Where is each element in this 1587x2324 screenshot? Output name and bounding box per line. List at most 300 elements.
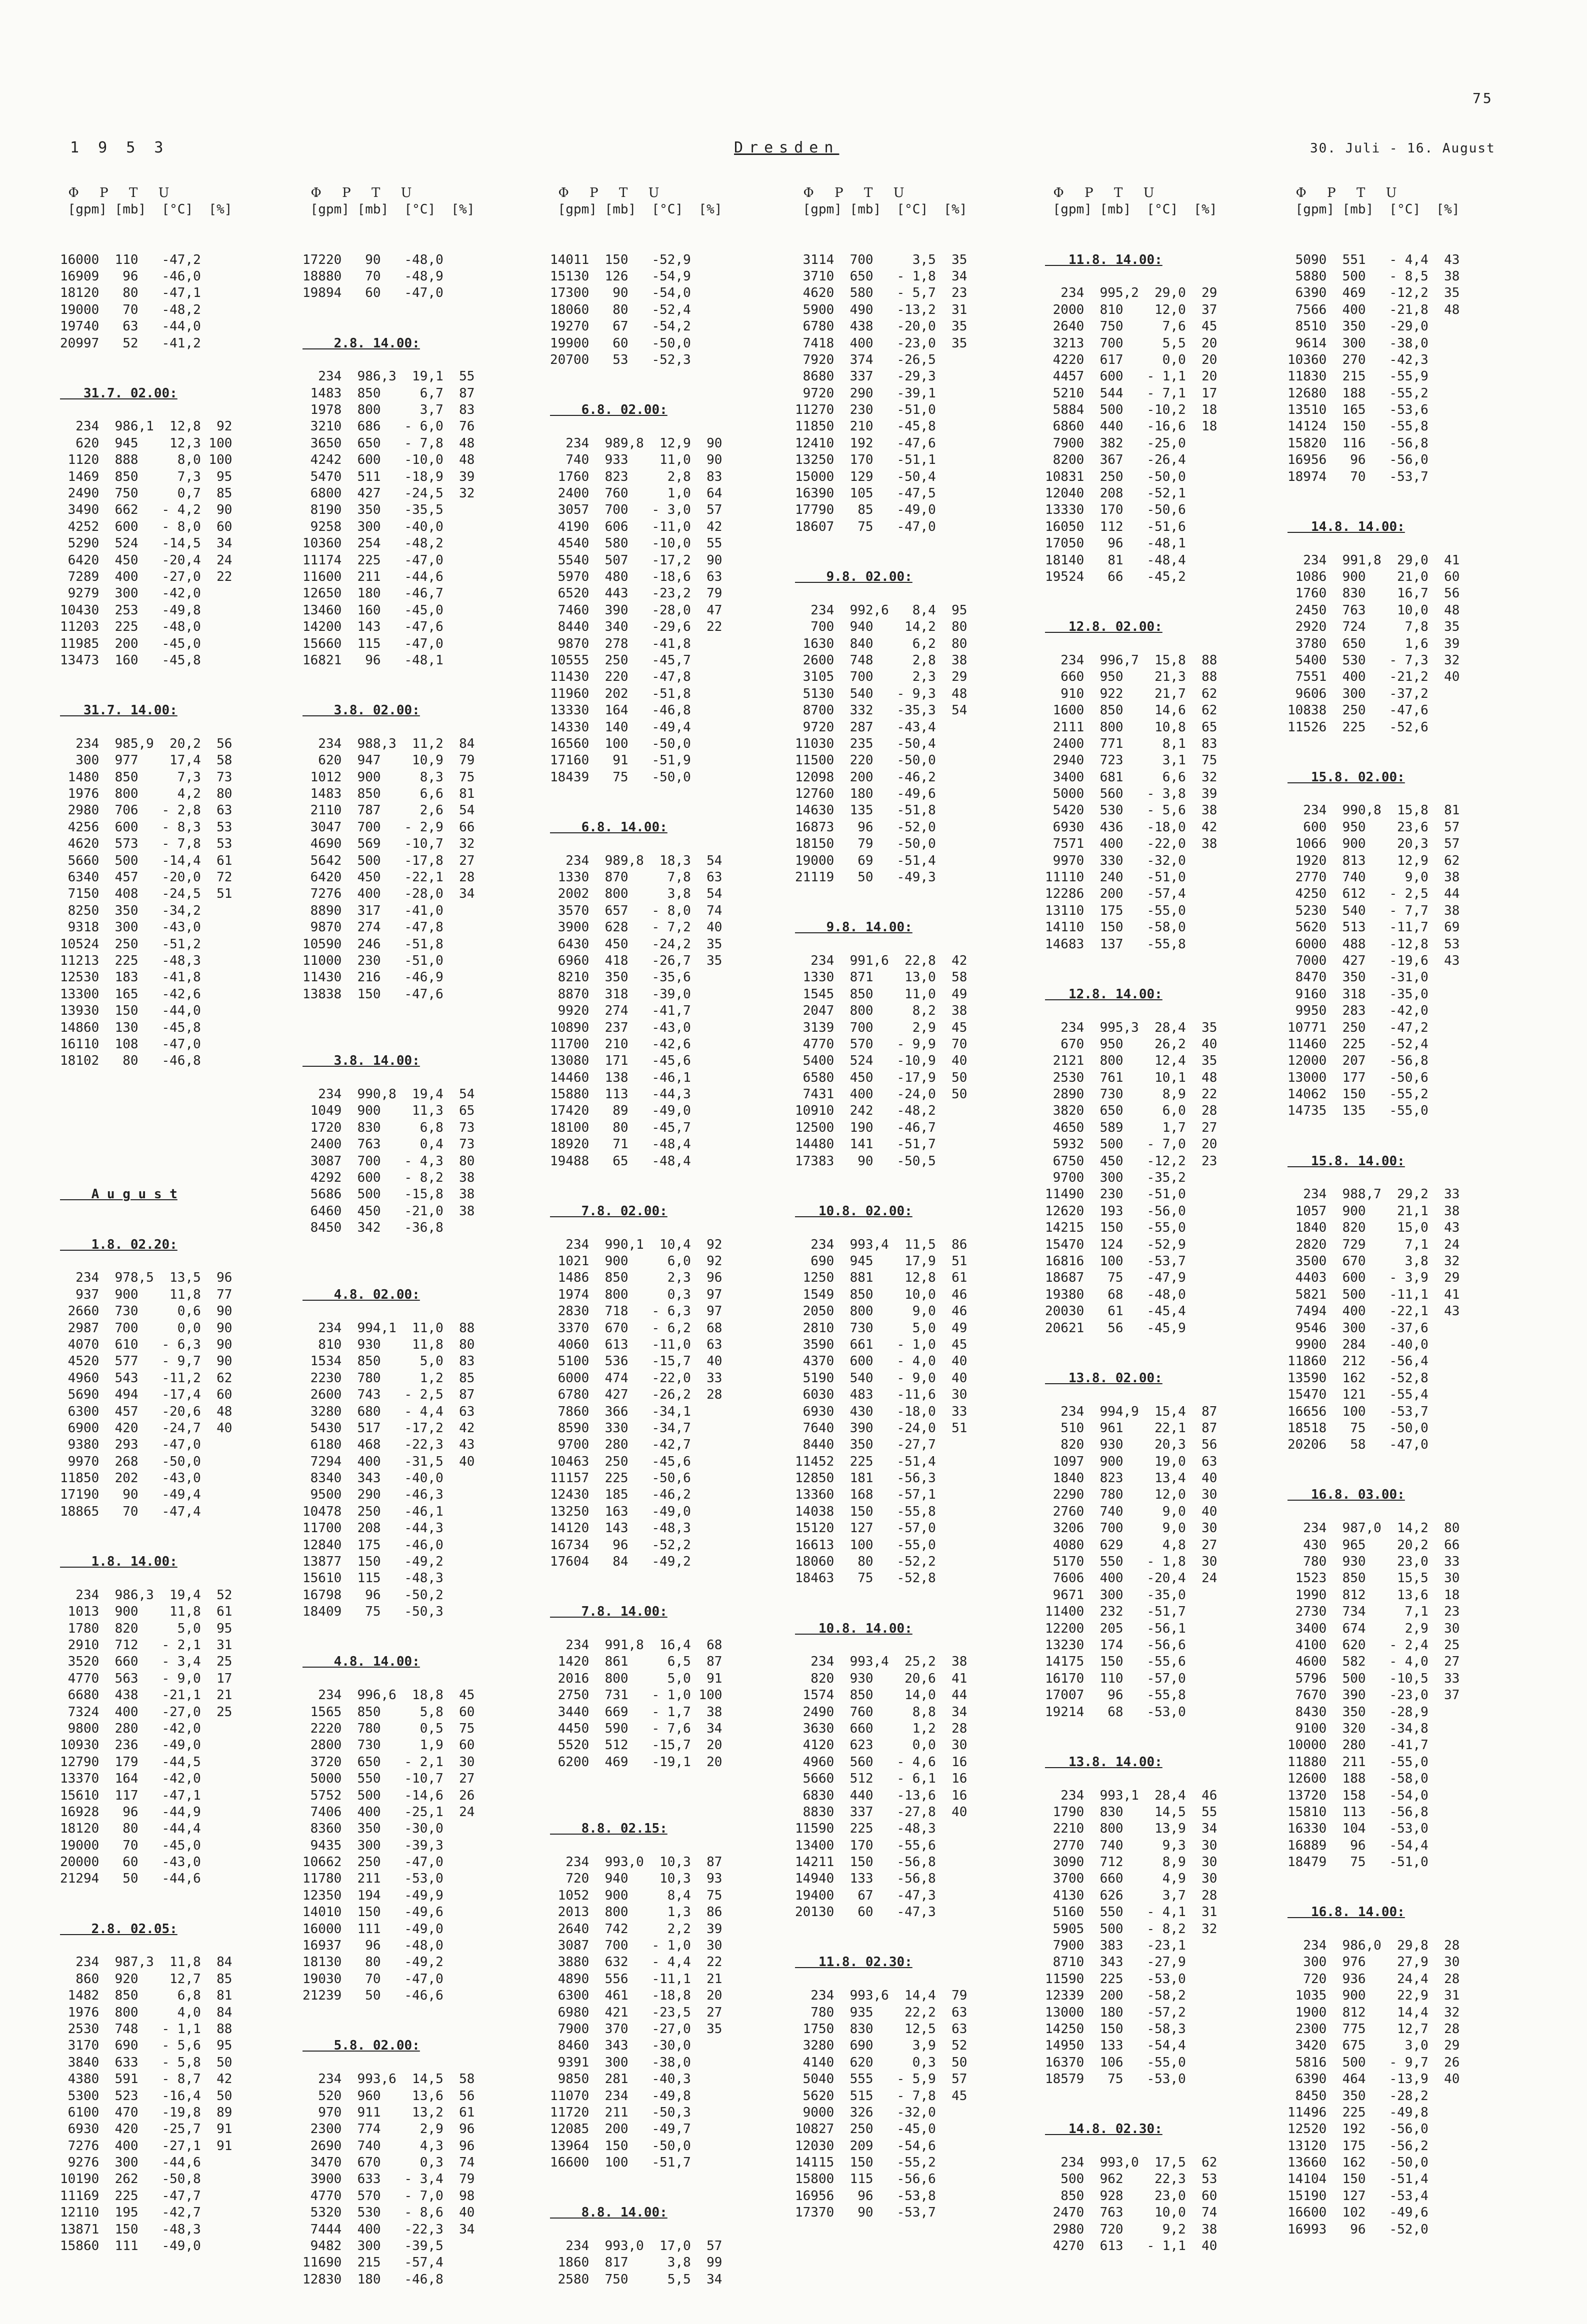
data-row: 2013 800 1,3 86 bbox=[550, 1905, 722, 1920]
data-row: 8360 350 -30,0 bbox=[302, 1821, 444, 1837]
data-row: 8340 343 -40,0 bbox=[302, 1471, 444, 1486]
data-row: 11400 232 -51,7 bbox=[1045, 1604, 1186, 1620]
data-row: 9614 300 -38,0 bbox=[1288, 335, 1428, 351]
data-row: 14480 141 -51,7 bbox=[795, 1137, 936, 1152]
data-row: 937 900 11,8 77 bbox=[60, 1287, 232, 1302]
observation-heading: 15.8. 14.00: bbox=[1288, 1153, 1405, 1169]
data-row: 8200 367 -26,4 bbox=[1045, 452, 1186, 468]
data-row: 1574 850 14,0 44 bbox=[795, 1688, 968, 1703]
blank-line bbox=[1045, 1337, 1272, 1353]
blank-line bbox=[550, 2188, 778, 2205]
blank-line bbox=[795, 1170, 1022, 1186]
data-row: 4256 600 - 8,3 53 bbox=[60, 819, 232, 835]
data-row: 4080 629 4,8 27 bbox=[1045, 1537, 1218, 1553]
data-row: 2980 706 - 2,8 63 bbox=[60, 803, 232, 818]
blank-line bbox=[302, 686, 530, 702]
observation-heading: 2.8. 14.00: bbox=[302, 335, 420, 351]
data-row: 15880 113 -44,3 bbox=[550, 1087, 691, 1102]
data-row: 20000 60 -43,0 bbox=[60, 1855, 201, 1870]
data-row: 9671 300 -35,0 bbox=[1045, 1587, 1186, 1603]
data-row: 5040 555 - 5,9 57 bbox=[795, 2072, 968, 2087]
data-row: 14950 133 -54,4 bbox=[1045, 2038, 1186, 2054]
data-row: 4960 560 - 4,6 16 bbox=[795, 1754, 968, 1770]
data-row: 3139 700 2,9 45 bbox=[795, 1020, 968, 1035]
blank-line bbox=[302, 719, 530, 736]
data-row: 12600 188 -58,0 bbox=[1288, 1771, 1428, 1787]
blank-line bbox=[550, 1587, 778, 1604]
data-row: 11850 202 -43,0 bbox=[60, 1471, 201, 1486]
data-row: 14124 150 -55,8 bbox=[1288, 419, 1428, 434]
data-row: 4770 570 - 7,0 98 bbox=[302, 2188, 475, 2204]
blank-line bbox=[1288, 1136, 1515, 1153]
data-row: 5170 550 - 1,8 30 bbox=[1045, 1554, 1218, 1570]
data-row: 1483 850 6,7 87 bbox=[302, 385, 475, 401]
data-row: 17370 90 -53,7 bbox=[795, 2205, 936, 2221]
data-row: 9000 326 -32,0 bbox=[795, 2105, 936, 2120]
data-row: 5752 500 -14,6 26 bbox=[302, 1788, 475, 1803]
data-row: 10771 250 -47,2 bbox=[1288, 1020, 1428, 1035]
blank-line bbox=[60, 1520, 288, 1537]
data-row: 780 930 23,0 33 bbox=[1288, 1554, 1460, 1570]
data-row: 4960 543 -11,2 62 bbox=[60, 1370, 232, 1386]
data-row: 1565 850 5,8 60 bbox=[302, 1704, 475, 1720]
data-row: 10831 250 -50,0 bbox=[1045, 469, 1186, 484]
data-row: 18880 70 -48,9 bbox=[302, 268, 444, 284]
data-row: 5290 524 -14,5 34 bbox=[60, 536, 232, 551]
data-row: 18920 71 -48,4 bbox=[550, 1137, 691, 1152]
blank-line bbox=[302, 2021, 530, 2038]
data-row: 6860 440 -16,6 18 bbox=[1045, 419, 1218, 434]
data-row: 9100 320 -34,8 bbox=[1288, 1721, 1428, 1736]
data-row: 12680 188 -55,2 bbox=[1288, 385, 1428, 401]
data-row: 234 986,3 19,4 52 bbox=[60, 1587, 232, 1603]
data-row: 720 940 10,3 93 bbox=[550, 1871, 722, 1887]
data-row: 8890 317 -41,0 bbox=[302, 903, 444, 918]
data-row: 11780 211 -53,0 bbox=[302, 1871, 444, 1887]
data-row: 5970 480 -18,6 63 bbox=[550, 569, 722, 584]
data-row: 2230 780 1,2 85 bbox=[302, 1370, 475, 1386]
data-row: 13720 158 -54,0 bbox=[1288, 1788, 1428, 1803]
data-row: 13460 160 -45,0 bbox=[302, 602, 444, 618]
data-row: 14175 150 -55,6 bbox=[1045, 1654, 1186, 1670]
data-row: 3090 712 8,9 30 bbox=[1045, 1855, 1218, 1870]
data-row: 1250 881 12,8 61 bbox=[795, 1270, 968, 1286]
data-row: 5660 500 -14,4 61 bbox=[60, 853, 232, 868]
data-row: 7571 400 -22,0 38 bbox=[1045, 836, 1218, 852]
data-row: 1978 800 3,7 83 bbox=[302, 402, 475, 418]
data-row: 20030 61 -45,4 bbox=[1045, 1304, 1186, 1319]
data-row: 5130 540 - 9,3 48 bbox=[795, 686, 968, 701]
data-row: 4292 600 - 8,2 38 bbox=[302, 1170, 475, 1186]
data-row: 1482 850 6,8 81 bbox=[60, 1988, 232, 2004]
data-row: 234 985,9 20,2 56 bbox=[60, 736, 232, 751]
data-row: 5620 515 - 7,8 45 bbox=[795, 2088, 968, 2104]
data-row: 12098 200 -46,2 bbox=[795, 769, 936, 785]
data-row: 16170 110 -57,0 bbox=[1045, 1671, 1186, 1686]
data-row: 3114 700 3,5 35 bbox=[795, 252, 968, 267]
data-row: 4130 626 3,7 28 bbox=[1045, 1888, 1218, 1903]
data-row: 6830 440 -13,6 16 bbox=[795, 1788, 968, 1803]
data-row: 3210 686 - 6,0 76 bbox=[302, 419, 475, 434]
blank-line bbox=[550, 1838, 778, 1854]
data-row: 1486 850 2,3 96 bbox=[550, 1270, 722, 1286]
data-row: 8250 350 -34,2 bbox=[60, 903, 201, 918]
data-row: 12110 195 -42,7 bbox=[60, 2205, 201, 2221]
blank-line bbox=[302, 235, 530, 251]
data-row: 6460 450 -21,0 38 bbox=[302, 1203, 475, 1219]
data-row: 1086 900 21,0 60 bbox=[1288, 569, 1460, 584]
data-row: 14211 150 -56,8 bbox=[795, 1855, 936, 1870]
data-row: 19524 66 -45,2 bbox=[1045, 569, 1186, 584]
blank-line bbox=[550, 1570, 778, 1587]
data-row: 2890 730 8,9 22 bbox=[1045, 1087, 1218, 1102]
blank-line bbox=[60, 1253, 288, 1270]
data-row: 2530 761 10,1 48 bbox=[1045, 1070, 1218, 1085]
blank-line bbox=[302, 1253, 530, 1270]
column-units: [gpm] [mb] [°C] [%] bbox=[550, 202, 722, 217]
observation-heading: 6.8. 14.00: bbox=[550, 819, 668, 835]
blank-line bbox=[302, 669, 530, 685]
blank-line bbox=[302, 318, 530, 335]
observation-heading: 14.8. 02.30: bbox=[1045, 2122, 1162, 2137]
column-units: [gpm] [mb] [°C] [%] bbox=[60, 202, 232, 217]
column-units: [gpm] [mb] [°C] [%] bbox=[1045, 202, 1218, 217]
data-row: 13871 150 -48,3 bbox=[60, 2222, 201, 2237]
data-row: 2730 734 7,1 23 bbox=[1288, 1604, 1460, 1620]
date-range-label: 30. Juli - 16. August bbox=[1310, 141, 1496, 156]
data-row: 5420 530 - 5,6 38 bbox=[1045, 803, 1218, 818]
data-row: 4242 600 -10,0 48 bbox=[302, 452, 475, 468]
data-row: 234 993,4 25,2 38 bbox=[795, 1654, 968, 1670]
data-row: 14011 150 -52,9 bbox=[550, 252, 691, 267]
data-row: 2400 760 1,0 64 bbox=[550, 486, 722, 501]
data-row: 11070 234 -49,8 bbox=[550, 2088, 691, 2104]
blank-line bbox=[60, 1203, 288, 1220]
blank-line bbox=[1288, 485, 1515, 502]
blank-line bbox=[1288, 1921, 1515, 1938]
data-row: 7406 400 -25,1 24 bbox=[302, 1804, 475, 1820]
data-row: 18687 75 -47,9 bbox=[1045, 1270, 1186, 1286]
data-row: 6390 469 -12,2 35 bbox=[1288, 285, 1460, 301]
data-row: 8190 350 -35,5 bbox=[302, 502, 444, 518]
data-row: 7551 400 -21,2 40 bbox=[1288, 669, 1460, 685]
blank-line bbox=[1045, 1387, 1272, 1403]
data-row: 10190 262 -50,8 bbox=[60, 2172, 201, 2187]
blank-line bbox=[550, 1170, 778, 1186]
data-row: 5932 500 - 7,0 20 bbox=[1045, 1137, 1218, 1152]
data-row: 6780 427 -26,2 28 bbox=[550, 1387, 722, 1403]
blank-line bbox=[795, 1971, 1022, 1988]
year-label: 1 9 5 3 bbox=[70, 139, 168, 156]
data-row: 2690 740 4,3 96 bbox=[302, 2138, 475, 2154]
data-row: 234 986,0 29,8 28 bbox=[1288, 1938, 1460, 1954]
data-row: 14038 150 -55,8 bbox=[795, 1504, 936, 1519]
data-row: 19214 68 -53,0 bbox=[1045, 1704, 1186, 1720]
data-row: 2640 750 7,6 45 bbox=[1045, 319, 1218, 334]
data-row: 850 928 23,0 60 bbox=[1045, 2188, 1218, 2204]
data-row: 16816 100 -53,7 bbox=[1045, 1254, 1186, 1269]
data-row: 6900 420 -24,7 40 bbox=[60, 1420, 232, 1436]
blank-line bbox=[1045, 2105, 1272, 2121]
data-row: 10838 250 -47,6 bbox=[1288, 703, 1428, 718]
data-row: 1469 850 7,3 95 bbox=[60, 469, 232, 484]
observation-heading: 3.8. 14.00: bbox=[302, 1053, 420, 1069]
data-row: 12030 209 -54,6 bbox=[795, 2138, 936, 2154]
data-row: 234 995,2 29,0 29 bbox=[1045, 285, 1218, 301]
data-row: 9950 283 -42,0 bbox=[1288, 1003, 1428, 1019]
data-row: 4100 620 - 2,4 25 bbox=[1288, 1637, 1460, 1653]
data-row: 12650 180 -46,7 bbox=[302, 586, 444, 601]
blank-line bbox=[60, 235, 288, 251]
data-row: 10930 236 -49,0 bbox=[60, 1738, 201, 1753]
blank-line bbox=[1045, 268, 1272, 285]
data-row: 4380 591 - 8,7 42 bbox=[60, 2072, 232, 2087]
data-row: 13473 160 -45,8 bbox=[60, 652, 201, 668]
blank-line bbox=[1288, 752, 1515, 769]
data-row: 18120 80 -47,1 bbox=[60, 285, 201, 301]
data-row: 3420 675 3,0 29 bbox=[1288, 2038, 1460, 2054]
data-row: 3400 681 6,6 32 bbox=[1045, 769, 1218, 785]
data-row: 2600 743 - 2,5 87 bbox=[302, 1387, 475, 1403]
data-row: 4270 613 - 1,1 40 bbox=[1045, 2239, 1218, 2254]
data-row: 4540 580 -10,0 55 bbox=[550, 536, 722, 551]
data-row: 15120 127 -57,0 bbox=[795, 1521, 936, 1536]
data-row: 5905 500 - 8,2 32 bbox=[1045, 1921, 1218, 1937]
data-row: 20206 58 -47,0 bbox=[1288, 1437, 1428, 1453]
data-row: 1920 813 12,9 62 bbox=[1288, 853, 1460, 868]
data-row: 8870 318 -39,0 bbox=[550, 986, 691, 1002]
data-row: 18100 80 -45,7 bbox=[550, 1120, 691, 1135]
data-row: 1976 800 4,0 84 bbox=[60, 2005, 232, 2020]
data-row: 234 987,0 14,2 80 bbox=[1288, 1521, 1460, 1536]
data-row: 8680 337 -29,3 bbox=[795, 369, 936, 384]
blank-line bbox=[302, 2055, 530, 2071]
blank-line bbox=[302, 2005, 530, 2021]
data-row: 11110 240 -51,0 bbox=[1045, 870, 1186, 885]
data-row: 1420 861 6,5 87 bbox=[550, 1654, 722, 1670]
data-row: 2220 780 0,5 75 bbox=[302, 1721, 475, 1736]
data-row: 4070 610 - 6,3 90 bbox=[60, 1337, 232, 1352]
data-row: 10827 250 -45,0 bbox=[795, 2122, 936, 2137]
data-row: 19000 70 -48,2 bbox=[60, 302, 201, 317]
data-row: 11452 225 -51,4 bbox=[795, 1454, 936, 1469]
data-row: 3087 700 - 1,0 30 bbox=[550, 1938, 722, 1954]
data-row: 6000 488 -12,8 53 bbox=[1288, 936, 1460, 952]
data-row: 234 993,0 17,0 57 bbox=[550, 2239, 722, 2254]
data-row: 6930 420 -25,7 91 bbox=[60, 2122, 232, 2137]
blank-line bbox=[60, 1153, 288, 1170]
data-row: 9700 300 -35,2 bbox=[1045, 1170, 1186, 1186]
data-row: 4620 573 - 7,8 53 bbox=[60, 836, 232, 852]
data-row: 1760 830 16,7 56 bbox=[1288, 586, 1460, 601]
data-row: 9279 300 -42,0 bbox=[60, 586, 201, 601]
data-row: 17604 84 -49,2 bbox=[550, 1554, 691, 1570]
data-row: 5400 530 - 7,3 32 bbox=[1288, 652, 1460, 668]
blank-line bbox=[550, 2222, 778, 2238]
data-row: 14062 150 -55,2 bbox=[1288, 1087, 1428, 1102]
data-row: 1523 850 15,5 30 bbox=[1288, 1571, 1460, 1586]
blank-line bbox=[795, 1938, 1022, 1954]
blank-line bbox=[60, 686, 288, 702]
data-row: 14683 137 -55,8 bbox=[1045, 936, 1186, 952]
data-row: 8470 350 -31,0 bbox=[1288, 970, 1428, 985]
blank-line bbox=[795, 936, 1022, 953]
data-row: 1534 850 5,0 83 bbox=[302, 1354, 475, 1369]
data-row: 16000 110 -47,2 bbox=[60, 252, 201, 267]
observation-heading: 7.8. 02.00: bbox=[550, 1203, 668, 1219]
data-row: 6980 421 -23,5 27 bbox=[550, 2005, 722, 2020]
blank-line bbox=[1045, 235, 1272, 251]
data-row: 1013 900 11,8 61 bbox=[60, 1604, 232, 1620]
data-row: 8710 343 -27,9 bbox=[1045, 1955, 1186, 1970]
data-row: 17383 90 -50,5 bbox=[795, 1153, 936, 1169]
data-row: 12500 190 -46,7 bbox=[795, 1120, 936, 1135]
data-row: 9160 318 -35,0 bbox=[1288, 986, 1428, 1002]
blank-line bbox=[302, 352, 530, 368]
blank-line bbox=[302, 1237, 530, 1253]
data-row: 11600 211 -44,6 bbox=[302, 569, 444, 584]
data-row: 4370 600 - 4,0 40 bbox=[795, 1354, 968, 1369]
observation-heading: 13.8. 14.00: bbox=[1045, 1754, 1162, 1770]
data-row: 2470 763 10,0 74 bbox=[1045, 2205, 1218, 2221]
data-row: 3105 700 2,3 29 bbox=[795, 669, 968, 685]
data-row: 1483 850 6,6 81 bbox=[302, 786, 475, 802]
blank-line bbox=[1045, 1003, 1272, 1019]
data-row: 4250 612 - 2,5 44 bbox=[1288, 886, 1460, 902]
data-row: 234 993,6 14,4 79 bbox=[795, 1988, 968, 2004]
data-row: 234 992,6 8,4 95 bbox=[795, 602, 968, 618]
data-row: 3213 700 5,5 20 bbox=[1045, 335, 1218, 351]
data-row: 8450 350 -28,2 bbox=[1288, 2088, 1428, 2104]
data-row: 5190 540 - 9,0 40 bbox=[795, 1370, 968, 1386]
blank-line bbox=[795, 886, 1022, 902]
column-symbols: Φ P T U bbox=[1288, 185, 1397, 200]
data-row: 2121 800 12,4 35 bbox=[1045, 1053, 1218, 1069]
data-row: 6390 464 -13,9 40 bbox=[1288, 2072, 1460, 2087]
data-row: 15130 126 -54,9 bbox=[550, 268, 691, 284]
data-row: 1840 823 13,4 40 bbox=[1045, 1471, 1218, 1486]
data-row: 2940 723 3,1 75 bbox=[1045, 753, 1218, 768]
blank-line bbox=[550, 1771, 778, 1787]
data-row: 2050 800 9,0 46 bbox=[795, 1304, 968, 1319]
data-row: 5210 544 - 7,1 17 bbox=[1045, 385, 1218, 401]
data-row: 2290 780 12,0 30 bbox=[1045, 1487, 1218, 1503]
data-row: 13230 174 -56,6 bbox=[1045, 1637, 1186, 1653]
data-row: 12000 207 -56,8 bbox=[1288, 1053, 1428, 1069]
data-row: 2920 724 7,8 35 bbox=[1288, 619, 1460, 635]
observation-heading: 9.8. 02.00: bbox=[795, 569, 912, 584]
blank-line bbox=[60, 719, 288, 736]
data-row: 1790 830 14,5 55 bbox=[1045, 1804, 1218, 1820]
data-row: 16956 96 -56,0 bbox=[1288, 452, 1428, 468]
blank-line bbox=[1045, 953, 1272, 969]
data-row: 3087 700 - 4,3 80 bbox=[302, 1153, 475, 1169]
blank-line bbox=[1288, 1504, 1515, 1520]
observation-heading: 8.8. 14.00: bbox=[550, 2205, 668, 2221]
data-row: 1057 900 21,1 38 bbox=[1288, 1203, 1460, 1219]
data-row: 14104 150 -51,4 bbox=[1288, 2172, 1428, 2187]
data-row: 9870 278 -41,8 bbox=[550, 636, 691, 651]
blank-line bbox=[1045, 2138, 1272, 2155]
blank-line bbox=[302, 1637, 530, 1654]
blank-line bbox=[60, 368, 288, 385]
data-row: 5660 512 - 6,1 16 bbox=[795, 1771, 968, 1787]
data-row: 7640 390 -24,0 51 bbox=[795, 1420, 968, 1436]
data-row: 4450 590 - 7,6 34 bbox=[550, 1721, 722, 1736]
data-row: 820 930 20,6 41 bbox=[795, 1671, 968, 1686]
observation-heading: 5.8. 02.00: bbox=[302, 2038, 420, 2054]
data-row: 5816 500 - 9,7 26 bbox=[1288, 2055, 1460, 2070]
data-row: 780 935 22,2 63 bbox=[795, 2005, 968, 2020]
blank-line bbox=[1288, 1454, 1515, 1470]
observation-heading: 31.7. 02.00: bbox=[60, 385, 178, 401]
blank-line bbox=[302, 302, 530, 318]
observation-heading: 2.8. 02.05: bbox=[60, 1921, 178, 1937]
data-row: 19894 60 -47,0 bbox=[302, 285, 444, 301]
blank-line bbox=[550, 1788, 778, 1804]
blank-line bbox=[60, 1570, 288, 1587]
data-row: 234 988,3 11,2 84 bbox=[302, 736, 475, 751]
data-row: 9318 300 -43,0 bbox=[60, 920, 201, 935]
data-row: 1120 888 8,0 100 bbox=[60, 452, 232, 468]
data-row: 5880 500 - 8,5 38 bbox=[1288, 268, 1460, 284]
data-row: 19740 63 -44,0 bbox=[60, 319, 201, 334]
data-row: 11030 235 -50,4 bbox=[795, 736, 936, 751]
data-row: 2770 740 9,3 30 bbox=[1045, 1838, 1218, 1853]
data-row: 1780 820 5,0 95 bbox=[60, 1621, 232, 1636]
data-row: 11430 216 -46,9 bbox=[302, 970, 444, 985]
data-row: 2987 700 0,0 90 bbox=[60, 1320, 232, 1336]
data-row: 234 989,8 18,3 54 bbox=[550, 853, 722, 868]
data-row: 11460 225 -52,4 bbox=[1288, 1036, 1428, 1052]
data-row: 2490 760 8,8 34 bbox=[795, 1704, 968, 1720]
data-row: 17420 89 -49,0 bbox=[550, 1103, 691, 1119]
data-row: 10524 250 -51,2 bbox=[60, 936, 201, 952]
blank-line bbox=[60, 1120, 288, 1136]
data-row: 8440 340 -29,6 22 bbox=[550, 619, 722, 635]
data-row: 3840 633 - 5,8 50 bbox=[60, 2055, 232, 2070]
data-row: 7431 400 -24,0 50 bbox=[795, 1087, 968, 1102]
data-row: 19900 60 -50,0 bbox=[550, 335, 691, 351]
data-row: 12830 180 -46,8 bbox=[302, 2272, 444, 2287]
data-row: 16330 104 -53,0 bbox=[1288, 1821, 1428, 1837]
data-row: 3900 633 - 3,4 79 bbox=[302, 2172, 475, 2187]
data-row: 500 962 22,3 53 bbox=[1045, 2172, 1218, 2187]
data-row: 20700 53 -52,3 bbox=[550, 352, 691, 367]
data-row: 14330 140 -49,4 bbox=[550, 719, 691, 735]
observation-heading: 14.8. 14.00: bbox=[1288, 519, 1405, 534]
data-row: 6930 436 -18,0 42 bbox=[1045, 819, 1218, 835]
data-row: 6200 469 -19,1 20 bbox=[550, 1754, 722, 1770]
blank-line bbox=[550, 1220, 778, 1236]
data-row: 3500 670 3,8 32 bbox=[1288, 1254, 1460, 1269]
data-row: 17050 96 -48,1 bbox=[1045, 536, 1186, 551]
data-row: 6780 438 -20,0 35 bbox=[795, 319, 968, 334]
data-row: 12286 200 -57,4 bbox=[1045, 886, 1186, 902]
data-row: 2810 730 5,0 49 bbox=[795, 1320, 968, 1336]
blank-line bbox=[1288, 1871, 1515, 1887]
data-row: 1012 900 8,3 75 bbox=[302, 769, 475, 785]
data-row: 13110 175 -55,0 bbox=[1045, 903, 1186, 918]
data-row: 3880 632 - 4,4 22 bbox=[550, 1955, 722, 1970]
data-row: 7444 400 -22,3 34 bbox=[302, 2222, 475, 2237]
data-row: 9482 300 -39,5 bbox=[302, 2239, 444, 2254]
data-row: 3280 690 3,9 52 bbox=[795, 2038, 968, 2054]
data-row: 2000 810 12,0 37 bbox=[1045, 302, 1218, 317]
data-row: 3710 650 - 1,8 34 bbox=[795, 268, 968, 284]
blank-line bbox=[795, 552, 1022, 569]
blank-line bbox=[60, 352, 288, 368]
